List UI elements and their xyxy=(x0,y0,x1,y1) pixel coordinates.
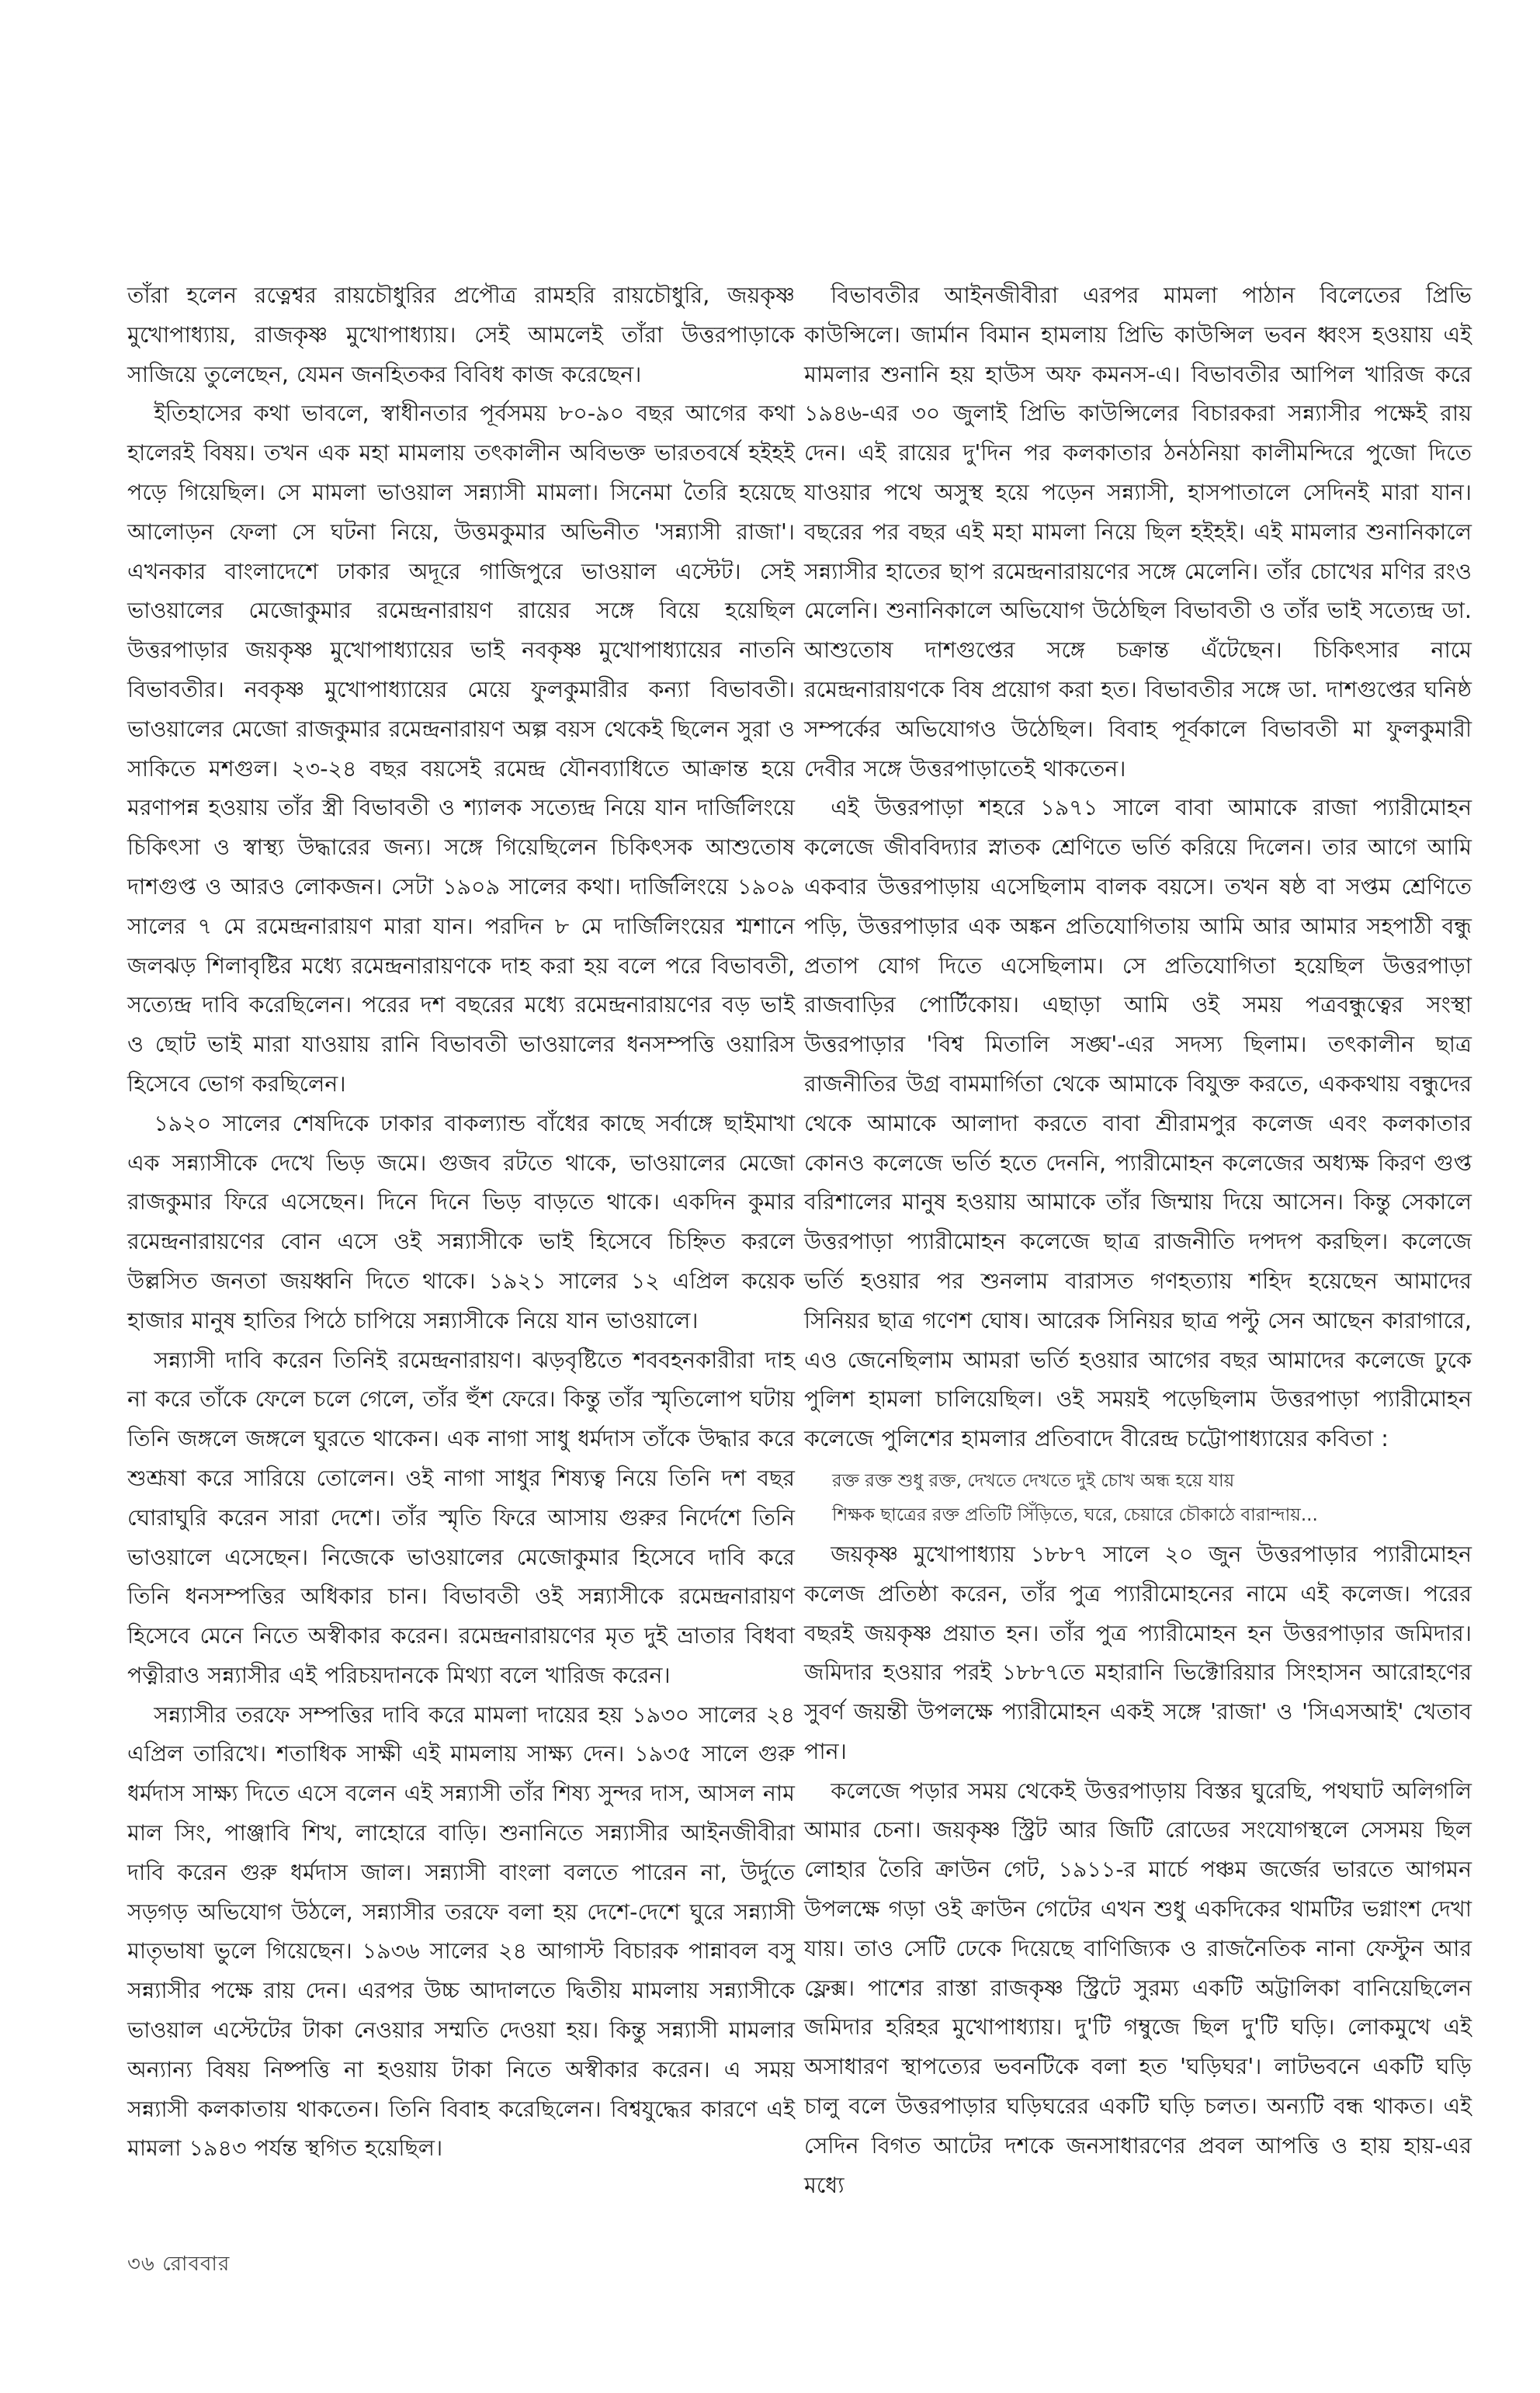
poem-quote xyxy=(804,1464,1472,1532)
right-column xyxy=(804,276,1472,2205)
paragraph: সন্ন্যাসী দাবি করেন তিনিই রমেন্দ্রনারায়ণ। ঝড়বৃষ্টিতে শববহনকারীরা দাহ না করে তাঁকে ফেলে চলে গেলে, তাঁর হুঁশ ফেরে। কিন্তু তাঁর স্মৃতিলোপ ঘটায় তিনি জঙ্গলে জঙ্গলে ঘুরতে থাকেন। এক নাগা সাধু ধর্মদাস তাঁকে উদ্ধার করে শুশ্রূষা করে সারিয়ে তোলেন। ওই নাগা সাধুর শিষ্যত্ব নিয়ে তিনি দশ বছর ঘোরাঘুরি করেন সারা দেশে। তাঁর স্মৃতি ফিরে আসায় গুরুর নির্দেশে তিনি ভাওয়ালে এসেছেন। নিজেকে ভাওয়ালের মেজোকুমার হিসেবে দাবি করে তিনি ধনসম্পত্তির অধিকার চান। বিভাবতী ওই সন্ন্যাসীকে রমেন্দ্রনারায়ণ হিসেবে মেনে নিতে অস্বীকার করেন। রমেন্দ্রনারায়ণের মৃত দুই ভ্রাতার বিধবা পত্নীরাও সন্ন্যাসীর এই পরিচয়দানকে মিথ্যা বলে খারিজ করেন। xyxy=(127,1347,795,1688)
paragraph: তাঁরা হলেন রত্নেশ্বর রায়চৌধুরির প্রপৌত্র রামহরি রায়চৌধুরি, জয়কৃষ্ণ মুখোপাধ্যায়, রাজকৃষ্ণ মুখোপাধ্যায়। সেই আমলেই তাঁরা উত্তরপাড়াকে সাজিয়ে তুলেছেন, যেমন জনহিতকর বিবিধ কাজ করেছেন। xyxy=(127,283,795,387)
paragraph: ইতিহাসের কথা ভাবলে, স্বাধীনতার পূর্বসময় ৮০-৯০ বছর আগের কথা হালেরই বিষয়। তখন এক মহা মামলায় তৎকালীন অবিভক্ত ভারতবর্ষে হইহই পড়ে গিয়েছিল। সে মামলা ভাওয়াল সন্ন্যাসী মামলা। সিনেমা তৈরি হয়েছে আলোড়ন ফেলা সে ঘটনা নিয়ে, উত্তমকুমার অভিনীত 'সন্ন্যাসী রাজা'। এখনকার বাংলাদেশে ঢাকার অদূরে গাজিপুরে ভাওয়াল এস্টেট। সেই ভাওয়ালের মেজোকুমার রমেন্দ্রনারায়ণ রায়ের সঙ্গে বিয়ে হয়েছিল উত্তরপাড়ার জয়কৃষ্ণ মুখোপাধ্যায়ের ভাই নবকৃষ্ণ মুখোপাধ্যায়ের নাতনি বিভাবতীর। নবকৃষ্ণ মুখোপাধ্যায়ের মেয়ে ফুলকুমারীর কন্যা বিভাবতী। ভাওয়ালের মেজো রাজকুমার রমেন্দ্রনারায়ণ অল্প বয়স থেকেই ছিলেন সুরা ও সাকিতে মশগুল। ২৩-২৪ বছর বয়সেই রমেন্দ্র যৌনব্যাধিতে আক্রান্ত হয়ে মরণাপন্ন হওয়ায় তাঁর স্ত্রী বিভাবতী ও শ্যালক সত্যেন্দ্র নিয়ে যান দার্জিলিংয়ে চিকিৎসা ও স্বাস্থ্য উদ্ধারের জন্য। সঙ্গে গিয়েছিলেন চিকিৎসক আশুতোষ দাশগুপ্ত ও আরও লোকজন। সেটা ১৯০৯ সালের কথা। দার্জিলিংয়ে ১৯০৯ সালের ৭ মে রমেন্দ্রনারায়ণ মারা যান। পরদিন ৮ মে দার্জিলিংয়ের শ্মশানে জলঝড় শিলাবৃষ্টির মধ্যে রমেন্দ্রনারায়ণকে দাহ করা হয় বলে পরে বিভাবতী, সত্যেন্দ্র দাবি করেছিলেন। পরের দশ বছরের মধ্যে রমেন্দ্রনারায়ণের বড় ভাই ও ছোট ভাই মারা যাওয়ায় রানি বিভাবতী ভাওয়ালের ধনসম্পত্তি ওয়ারিস হিসেবে ভোগ করছিলেন। xyxy=(127,401,795,1097)
paragraph: কলেজে পড়ার সময় থেকেই উত্তরপাড়ায় বিস্তর ঘুরেছি, পথঘাট অলিগলি আমার চেনা। জয়কৃষ্ণ স্ট্রিট আর জিটি রোডের সংযোগস্থলে সেসময় ছিল লোহার তৈরি ক্রাউন গেট, ১৯১১-র মার্চে পঞ্চম জর্জের ভারতে আগমন উপলক্ষে গড়া ওই ক্রাউন গেটের এখন শুধু একদিকের থামটির ভগ্নাংশ দেখা যায়। তাও সেটি ঢেকে দিয়েছে বাণিজ্যিক ও রাজনৈতিক নানা ফেস্টুন আর ফ্লেক্স। পাশের রাস্তা রাজকৃষ্ণ স্ট্রিটে সুরম্য একটি অট্টালিকা বানিয়েছিলেন জমিদার হরিহর মুখোপাধ্যায়। দু'টি গম্বুজে ছিল দু'টি ঘড়ি। লোকমুখে এই অসাধারণ স্থাপত্যের ভবনটিকে বলা হত 'ঘড়িঘর'। লাটভবনে একটি ঘড়ি চালু বলে উত্তরপাড়ার ঘড়িঘরের একটি ঘড়ি চলত। অন্যটি বন্ধ থাকত। এই সেদিন বিগত আটের দশকে জনসাধারণের প্রবল আপত্তি ও হায় হায়-এর মধ্যে xyxy=(804,1777,1472,2198)
page-footer: ৩৬ রোববার xyxy=(127,2253,231,2276)
poem-line: শিক্ষক ছাত্রের রক্ত প্রতিটি সিঁড়িতে, ঘরে, চেয়ারে চৌকাঠে বারান্দায়... xyxy=(832,1504,1318,1525)
paragraph: ১৯২০ সালের শেষদিকে ঢাকার বাকল্যান্ড বাঁধের কাছে সর্বাঙ্গে ছাইমাখা এক সন্ন্যাসীকে দেখে ভিড় জমে। গুজব রটতে থাকে, ভাওয়ালের মেজো রাজকুমার ফিরে এসেছেন। দিনে দিনে ভিড় বাড়তে থাকে। একদিন কুমার রমেন্দ্রনারায়ণের বোন এসে ওই সন্ন্যাসীকে ভাই হিসেবে চিহ্নিত করলে উল্লসিত জনতা জয়ধ্বনি দিতে থাকে। ১৯২১ সালের ১২ এপ্রিল কয়েক হাজার মানুষ হাতির পিঠে চাপিয়ে সন্ন্যাসীকে নিয়ে যান ভাওয়ালে। xyxy=(127,1110,795,1333)
left-column xyxy=(127,276,795,2169)
poem-line: রক্ত রক্ত শুধু রক্ত, দেখতে দেখতে দুই চোখ অন্ধ হয়ে যায় xyxy=(832,1470,1235,1491)
paragraph: এই উত্তরপাড়া শহরে ১৯৭১ সালে বাবা আমাকে রাজা প্যারীমোহন কলেজে জীববিদ্যার স্নাতক শ্রেণিতে ভর্তি করিয়ে দিলেন। তার আগে আমি একবার উত্তরপাড়ায় এসেছিলাম বালক বয়সে। তখন ষষ্ঠ বা সপ্তম শ্রেণিতে পড়ি, উত্তরপাড়ার এক অঙ্কন প্রতিযোগিতায় আমি আর আমার সহপাঠী বন্ধু প্রতাপ যোগ দিতে এসেছিলাম। সে প্রতিযোগিতা হয়েছিল উত্তরপাড়া রাজবাড়ির পোর্টিকোয়। এছাড়া আমি ওই সময় পত্রবন্ধুত্বের সংস্থা উত্তরপাড়ার 'বিশ্ব মিতালি সঙ্ঘ'-এর সদস্য ছিলাম। তৎকালীন ছাত্র রাজনীতির উগ্র বামমার্গিতা থেকে আমাকে বিযুক্ত করতে, এককথায় বন্ধুদের থেকে আমাকে আলাদা করতে বাবা শ্রীরামপুর কলেজ এবং কলকাতার কোনও কলেজে ভর্তি হতে দেননি, প্যারীমোহন কলেজের অধ্যক্ষ কিরণ গুপ্ত বরিশালের মানুষ হওয়ায় আমাকে তাঁর জিম্মায় দিয়ে আসেন। কিন্তু সেকালে উত্তরপাড়া প্যারীমোহন কলেজে ছাত্র রাজনীতি দপদপ করছিল। কলেজে ভর্তি হওয়ার পর শুনলাম বারাসত গণহত্যায় শহিদ হয়েছেন আমাদের সিনিয়র ছাত্র গণেশ ঘোষ। আরেক সিনিয়র ছাত্র পল্টু সেন আছেন কারাগারে, এও জেনেছিলাম আমরা ভর্তি হওয়ার আগের বছর আমাদের কলেজে ঢুকে পুলিশ হামলা চালিয়েছিল। ওই সময়ই পড়েছিলাম উত্তরপাড়া প্যারীমোহন কলেজে পুলিশের হামলার প্রতিবাদে বীরেন্দ্র চট্টোপাধ্যায়ের কবিতা : xyxy=(804,795,1472,1452)
paragraph: সন্ন্যাসীর তরফে সম্পত্তির দাবি করে মামলা দায়ের হয় ১৯৩০ সালের ২৪ এপ্রিল তারিখে। শতাধিক সাক্ষী এই মামলায় সাক্ষ্য দেন। ১৯৩৫ সালে গুরু ধর্মদাস সাক্ষ্য দিতে এসে বলেন এই সন্ন্যাসী তাঁর শিষ্য সুন্দর দাস, আসল নাম মাল সিং, পাঞ্জাবি শিখ, লাহোরে বাড়ি। শুনানিতে সন্ন্যাসীর আইনজীবীরা দাবি করেন গুরু ধর্মদাস জাল। সন্ন্যাসী বাংলা বলতে পারেন না, উর্দুতে সড়গড় অভিযোগ উঠলে, সন্ন্যাসীর তরফে বলা হয় দেশে-দেশে ঘুরে সন্ন্যাসী মাতৃভাষা ভুলে গিয়েছেন। ১৯৩৬ সালের ২৪ আগাস্ট বিচারক পান্নাবল বসু সন্ন্যাসীর পক্ষে রায় দেন। এরপর উচ্চ আদালতে দ্বিতীয় মামলায় সন্ন্যাসীকে ভাওয়াল এস্টেটের টাকা নেওয়ার সম্মতি দেওয়া হয়। কিন্তু সন্ন্যাসী মামলার অন্যান্য বিষয় নিষ্পত্তি না হওয়ায় টাকা নিতে অস্বীকার করেন। এ সময় সন্ন্যাসী কলকাতায় থাকতেন। তিনি বিবাহ করেছিলেন। বিশ্বযুদ্ধের কারণে এই মামলা ১৯৪৩ পর্যন্ত স্থগিত হয়েছিল। xyxy=(127,1701,795,2162)
paragraph: জয়কৃষ্ণ মুখোপাধ্যায় ১৮৮৭ সালে ২০ জুন উত্তরপাড়ার প্যারীমোহন কলেজ প্রতিষ্ঠা করেন, তাঁর পুত্র প্যারীমোহনের নামে এই কলেজ। পরের বছরই জয়কৃষ্ণ প্রয়াত হন। তাঁর পুত্র প্যারীমোহন হন উত্তরপাড়ার জমিদার। জমিদার হওয়ার পরই ১৮৮৭তে মহারানি ভিক্টোরিয়ার সিংহাসন আরোহণের সুবর্ণ জয়ন্তী উপলক্ষে প্যারীমোহন একই সঙ্গে 'রাজা' ও 'সিএসআই' খেতাব পান। xyxy=(804,1541,1472,1764)
paragraph: বিভাবতীর আইনজীবীরা এরপর মামলা পাঠান বিলেতের প্রিভি কাউন্সিলে। জার্মান বিমান হামলায় প্রিভি কাউন্সিল ভবন ধ্বংস হওয়ায় এই মামলার শুনানি হয় হাউস অফ কমনস-এ। বিভাবতীর আপিল খারিজ করে ১৯৪৬-এর ৩০ জুলাই প্রিভি কাউন্সিলের বিচারকরা সন্ন্যাসীর পক্ষেই রায় দেন। এই রায়ের দু'দিন পর কলকাতার ঠনঠনিয়া কালীমন্দিরে পুজো দিতে যাওয়ার পথে অসুস্থ হয়ে পড়েন সন্ন্যাসী, হাসপাতালে সেদিনই মারা যান। বছরের পর বছর এই মহা মামলা নিয়ে ছিল হইহই। এই মামলার শুনানিকালে সন্ন্যাসীর হাতের ছাপ রমেন্দ্রনারায়ণের সঙ্গে মেলেনি। তাঁর চোখের মণির রংও মেলেনি। শুনানিকালে অভিযোগ উঠেছিল বিভাবতী ও তাঁর ভাই সত্যেন্দ্র ডা. আশুতোষ দাশগুপ্তের সঙ্গে চক্রান্ত এঁটেছেন। চিকিৎসার নামে রমেন্দ্রনারায়ণকে বিষ প্রয়োগ করা হত। বিভাবতীর সঙ্গে ডা. দাশগুপ্তের ঘনিষ্ঠ সম্পর্কের অভিযোগও উঠেছিল। বিবাহ পূর্বকালে বিভাবতী মা ফুলকুমারী দেবীর সঙ্গে উত্তরপাড়াতেই থাকতেন। xyxy=(804,283,1472,782)
